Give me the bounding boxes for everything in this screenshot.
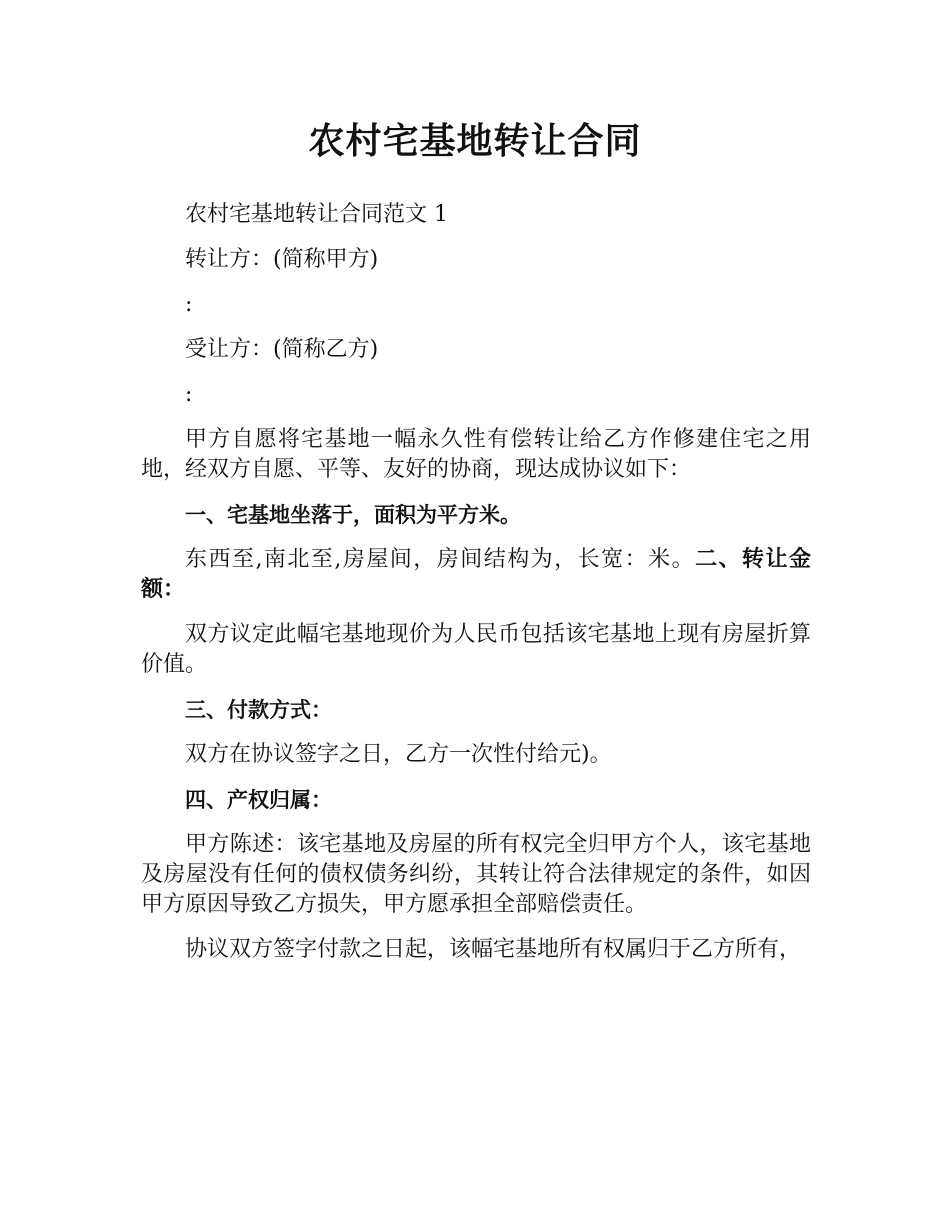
ownership-statement-paragraph: 甲方陈述：该宅基地及房屋的所有权完全归甲方个人，该宅基地及房屋没有任何的债权债务纠纷，其转让符合法律规定的条件，如因甲方原因导致乙方损失，甲方愿承担全部赔偿责任。: [141, 832, 811, 917]
contract-sample-heading: 农村宅基地转让合同范文 1: [185, 202, 448, 227]
transferor-colon-line: :: [185, 292, 193, 317]
price-paragraph: 双方议定此幅宅基地现价为人民币包括该宅基地上现有房屋折算价值。: [141, 622, 811, 677]
document-title: 农村宅基地转让合同: [308, 121, 642, 162]
intro-paragraph: 甲方自愿将宅基地一幅永久性有偿转让给乙方作修建住宅之用地，经双方自愿、平等、友好的协商，现达成协议如下：: [141, 427, 811, 482]
transferee-line: 受让方：(简称乙方): [185, 337, 379, 362]
section-4-heading: 四、产权归属：: [185, 788, 332, 812]
section-3-heading: 三、付款方式：: [185, 698, 332, 722]
boundaries-paragraph: [141, 545, 811, 605]
section-1-heading: 一、宅基地坐落于，面积为平方米。: [185, 503, 521, 527]
transferor-line: 转让方：(简称甲方): [185, 247, 379, 272]
transferee-colon-line: :: [185, 382, 193, 407]
section-2-heading: 二、转让金额：: [141, 547, 811, 602]
payment-paragraph: 双方在协议签字之日，乙方一次性付给元)。: [185, 742, 612, 767]
boundaries-text: 东西至,南北至,房屋间，房间结构为，长宽：米。: [185, 547, 696, 572]
ownership-transfer-paragraph: 协议双方签字付款之日起，该幅宅基地所有权属归于乙方所有，: [185, 937, 802, 962]
document-body: [141, 200, 811, 980]
